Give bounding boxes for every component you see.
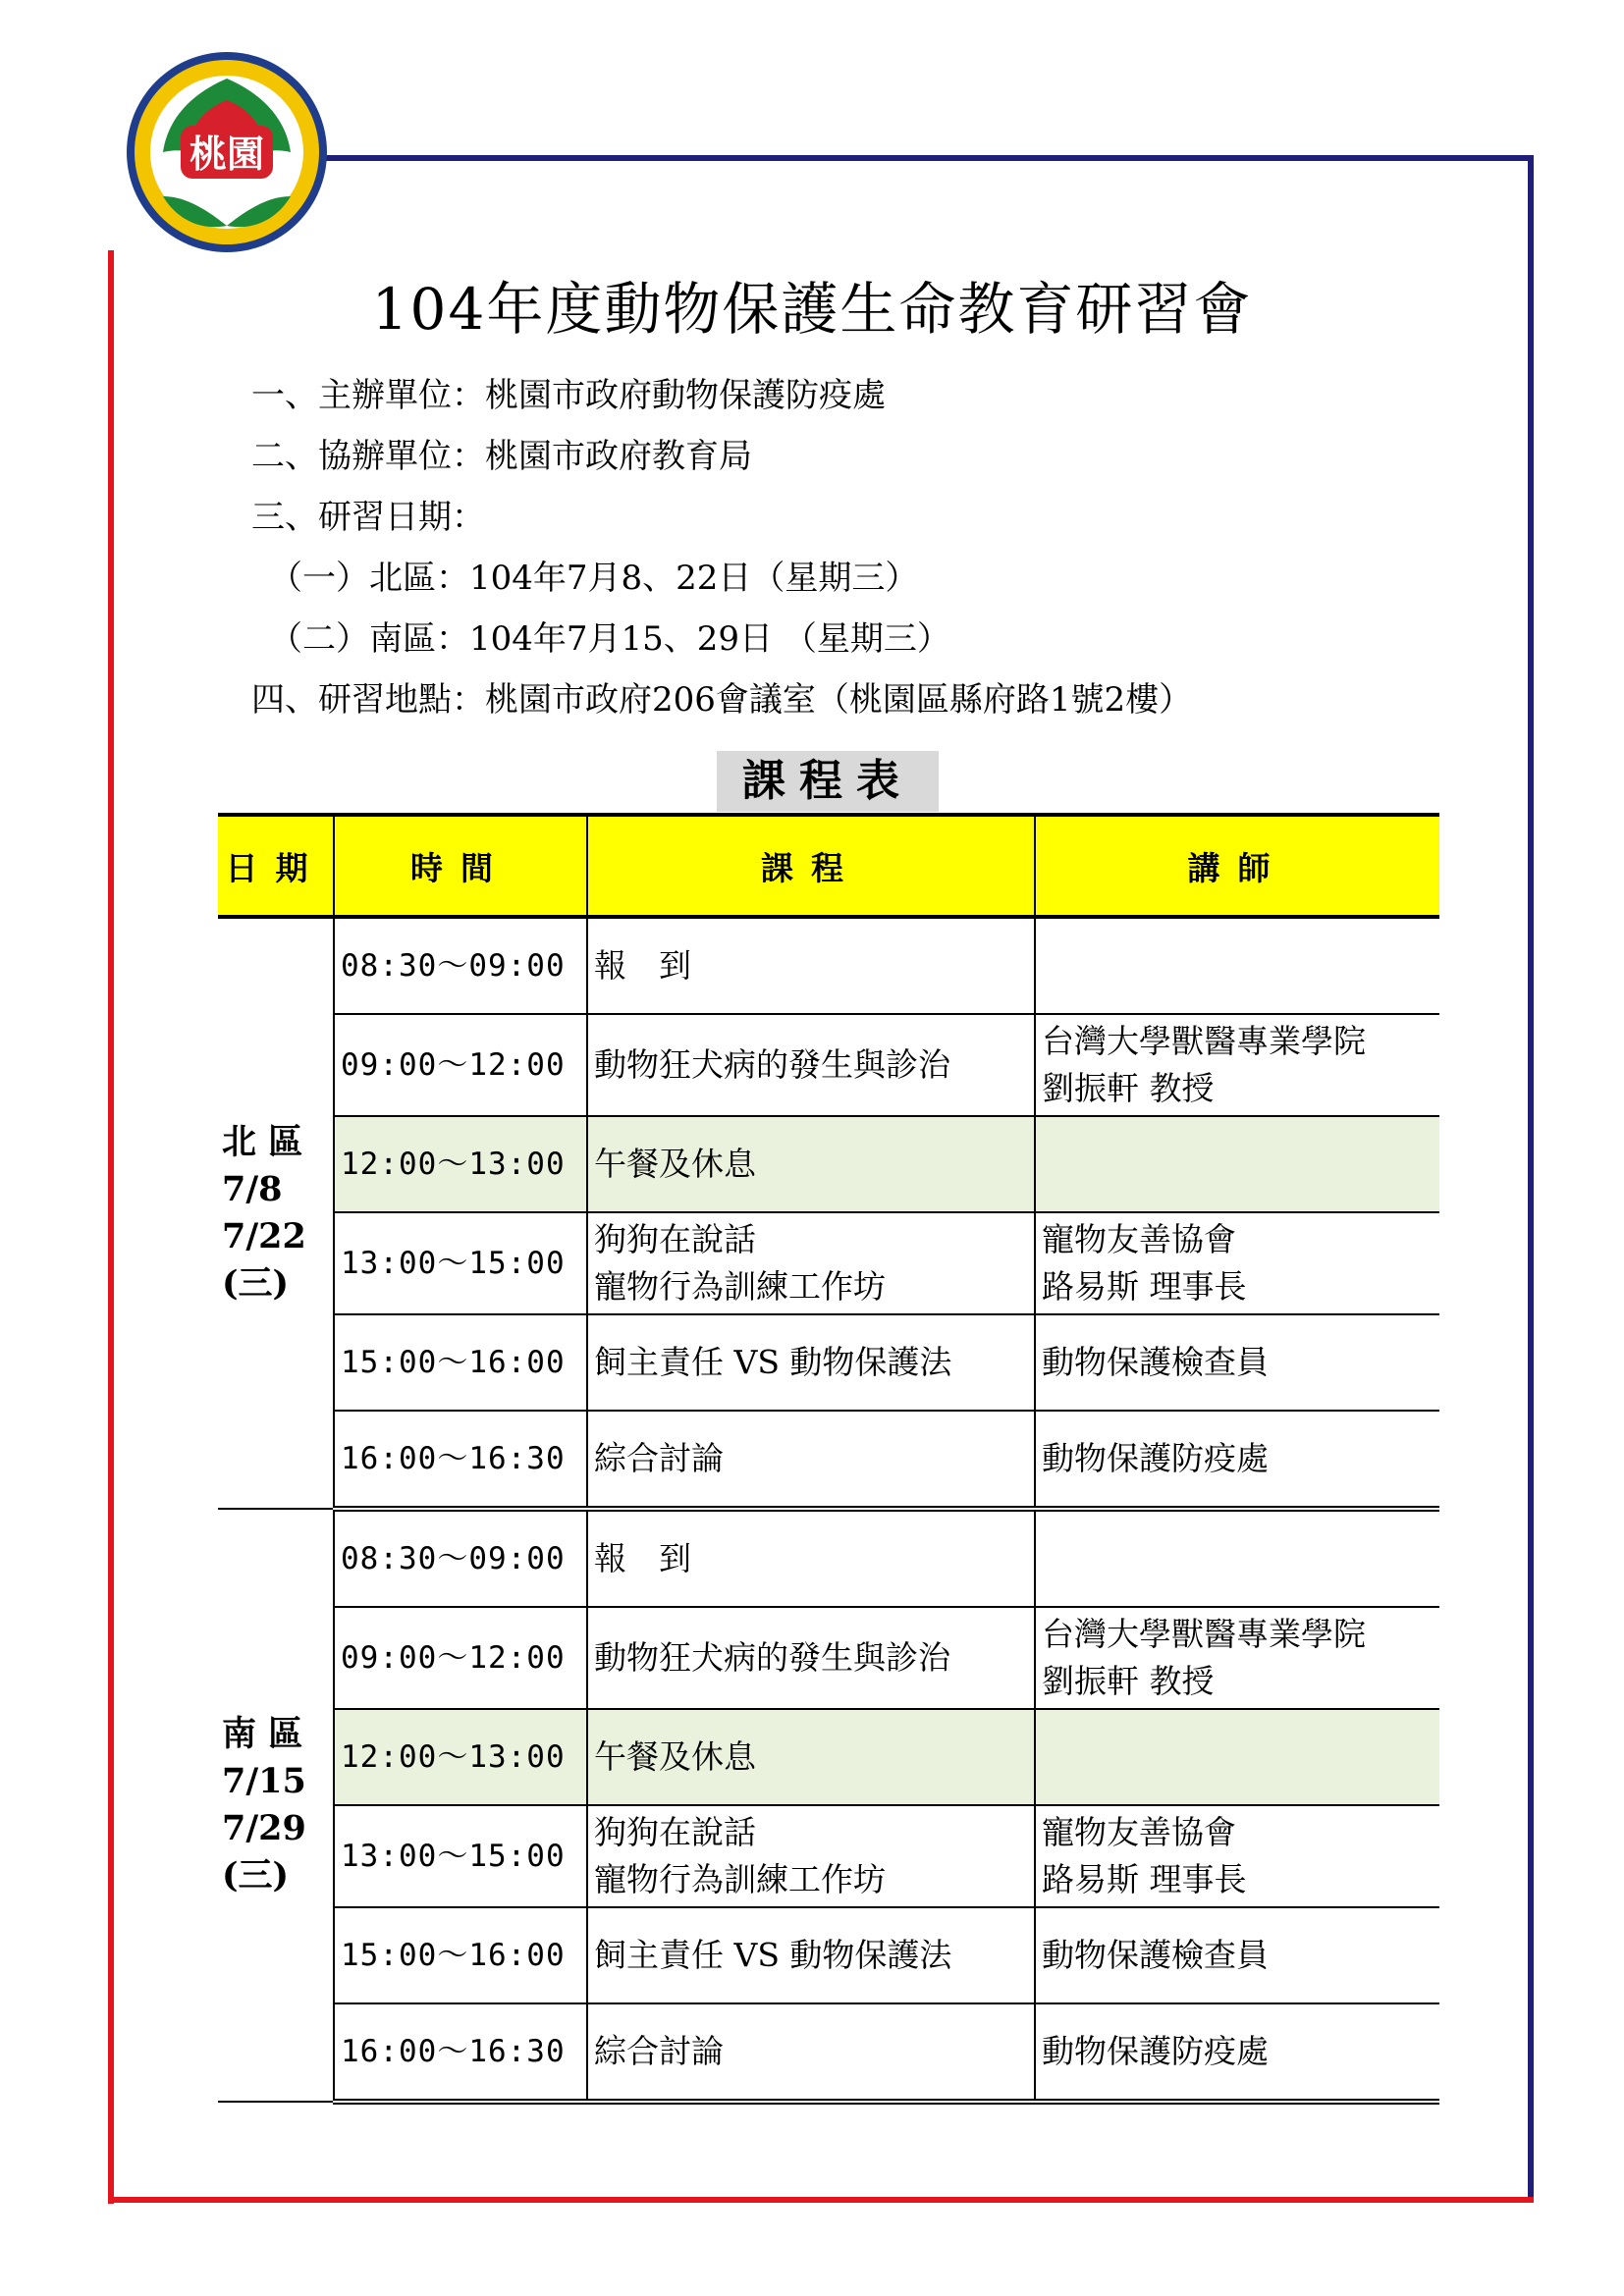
lecturer-line: 動物保護檢查員 <box>1042 1343 1269 1381</box>
south-date-line: （二）南區：104年7月15、29日 （星期三） <box>269 619 950 659</box>
north-date-line: （一）北區：104年7月8、22日（星期三） <box>269 559 919 598</box>
lecturer-line: 動物保護防疫處 <box>1042 1439 1269 1477</box>
lecturer-line: 寵物友善協會 <box>1042 1220 1236 1258</box>
course-cell <box>587 1805 1035 1907</box>
time-cell: 09:00～12:00 <box>334 1014 587 1116</box>
table-row <box>218 917 1439 1014</box>
course-line: 飼主責任 VS 動物保護法 <box>594 1936 952 1974</box>
lecturer-cell <box>1035 1509 1439 1607</box>
lecturer-cell <box>1035 1116 1439 1212</box>
frame-left-line <box>108 250 114 2204</box>
lecturer-line: 劉振軒 教授 <box>1042 1662 1215 1700</box>
course-cell <box>587 1509 1035 1607</box>
lecturer-cell <box>1035 2003 1439 2102</box>
course-line: 綜合討論 <box>594 2032 724 2070</box>
course-cell <box>587 1709 1035 1805</box>
lecturer-line: 動物保護檢查員 <box>1042 1936 1269 1974</box>
date-line: 7/22 <box>222 1216 306 1256</box>
time-cell: 16:00～16:30 <box>334 1411 587 1509</box>
lecturer-line: 路易斯 理事長 <box>1042 1860 1247 1898</box>
venue-line: 四、研習地點：桃園市政府206會議室（桃園區縣府路1號2樓） <box>251 680 1193 720</box>
logo-text: 桃園 <box>189 133 265 176</box>
lecturer-cell <box>1035 1411 1439 1509</box>
table-row <box>218 1014 1439 1116</box>
info-block <box>251 365 1192 730</box>
course-line: 綜合討論 <box>594 1439 724 1477</box>
date-cell <box>218 917 334 1509</box>
course-line: 報 到 <box>594 1539 691 1577</box>
date-line: 北 區 <box>222 1122 303 1162</box>
lecturer-line: 台灣大學獸醫專業學院 <box>1042 1022 1366 1060</box>
course-line: 飼主責任 VS 動物保護法 <box>594 1343 952 1381</box>
co-organizer-line: 二、協辦單位：桃園市政府教育局 <box>251 437 752 476</box>
time-cell: 08:30～09:00 <box>334 917 587 1014</box>
course-cell <box>587 1212 1035 1314</box>
date-line: 7/15 <box>222 1761 306 1801</box>
organizer-line: 一、主辦單位：桃園市政府動物保護防疫處 <box>251 376 886 415</box>
course-line: 動物狂犬病的發生與診治 <box>594 1045 950 1084</box>
course-cell <box>587 1607 1035 1709</box>
taoyuan-logo <box>124 49 330 255</box>
lecturer-cell <box>1035 917 1439 1014</box>
dates-heading-line: 三、研習日期： <box>251 498 485 537</box>
lecturer-cell <box>1035 1212 1439 1314</box>
time-cell: 13:00～15:00 <box>334 1805 587 1907</box>
time-cell: 12:00～13:00 <box>334 1709 587 1805</box>
table-row <box>218 1116 1439 1212</box>
date-line: 南 區 <box>222 1714 303 1754</box>
course-line: 狗狗在說話 <box>594 1220 756 1258</box>
time-cell: 12:00～13:00 <box>334 1116 587 1212</box>
header-lecturer: 講師 <box>1035 815 1439 917</box>
lecturer-cell <box>1035 1907 1439 2003</box>
course-line: 寵物行為訓練工作坊 <box>594 1860 886 1898</box>
course-cell <box>587 1314 1035 1411</box>
course-cell <box>587 1411 1035 1509</box>
date-line: (三) <box>222 1263 290 1304</box>
lecturer-cell <box>1035 1805 1439 1907</box>
time-cell: 09:00～12:00 <box>334 1607 587 1709</box>
course-cell <box>587 1907 1035 2003</box>
course-cell <box>587 1116 1035 1212</box>
frame-right-line <box>1528 155 1534 2203</box>
table-row <box>218 1212 1439 1314</box>
table-row <box>218 1805 1439 1907</box>
date-line: 7/29 <box>222 1808 306 1848</box>
course-line: 動物狂犬病的發生與診治 <box>594 1638 950 1677</box>
schedule-table <box>218 813 1439 2105</box>
course-line: 午餐及休息 <box>594 1737 756 1776</box>
course-line: 狗狗在說話 <box>594 1813 756 1851</box>
page-title: 104年度動物保護生命教育研習會 <box>371 276 1253 343</box>
lecturer-line: 路易斯 理事長 <box>1042 1267 1247 1306</box>
schedule-heading: 課程表 <box>717 751 939 812</box>
table-row <box>218 1709 1439 1805</box>
header-date: 日期 <box>218 815 334 917</box>
table-header-row <box>218 815 1439 917</box>
lecturer-cell <box>1035 1314 1439 1411</box>
table-row <box>218 1411 1439 1509</box>
table-row <box>218 1607 1439 1709</box>
time-cell: 15:00～16:00 <box>334 1314 587 1411</box>
lecturer-line: 劉振軒 教授 <box>1042 1069 1215 1107</box>
table-row <box>218 1509 1439 1607</box>
table-row <box>218 1907 1439 2003</box>
lecturer-line: 台灣大學獸醫專業學院 <box>1042 1615 1366 1653</box>
course-line: 午餐及休息 <box>594 1145 756 1183</box>
lecturer-line: 寵物友善協會 <box>1042 1813 1236 1851</box>
course-line: 寵物行為訓練工作坊 <box>594 1267 886 1306</box>
date-line: (三) <box>222 1855 290 1896</box>
header-course: 課程 <box>587 815 1035 917</box>
date-cell <box>218 1509 334 2102</box>
frame-top-line <box>316 155 1534 161</box>
lecturer-cell <box>1035 1709 1439 1805</box>
time-cell: 08:30～09:00 <box>334 1509 587 1607</box>
date-line: 7/8 <box>222 1169 283 1209</box>
table-row <box>218 1314 1439 1411</box>
time-cell: 16:00～16:30 <box>334 2003 587 2102</box>
frame-bottom-line <box>108 2197 1534 2203</box>
time-cell: 15:00～16:00 <box>334 1907 587 2003</box>
table-row <box>218 2003 1439 2102</box>
course-cell <box>587 1014 1035 1116</box>
course-line: 報 到 <box>594 946 691 985</box>
course-cell <box>587 917 1035 1014</box>
course-cell <box>587 2003 1035 2102</box>
time-cell: 13:00～15:00 <box>334 1212 587 1314</box>
lecturer-cell <box>1035 1014 1439 1116</box>
header-time: 時間 <box>334 815 587 917</box>
lecturer-cell <box>1035 1607 1439 1709</box>
lecturer-line: 動物保護防疫處 <box>1042 2032 1269 2070</box>
